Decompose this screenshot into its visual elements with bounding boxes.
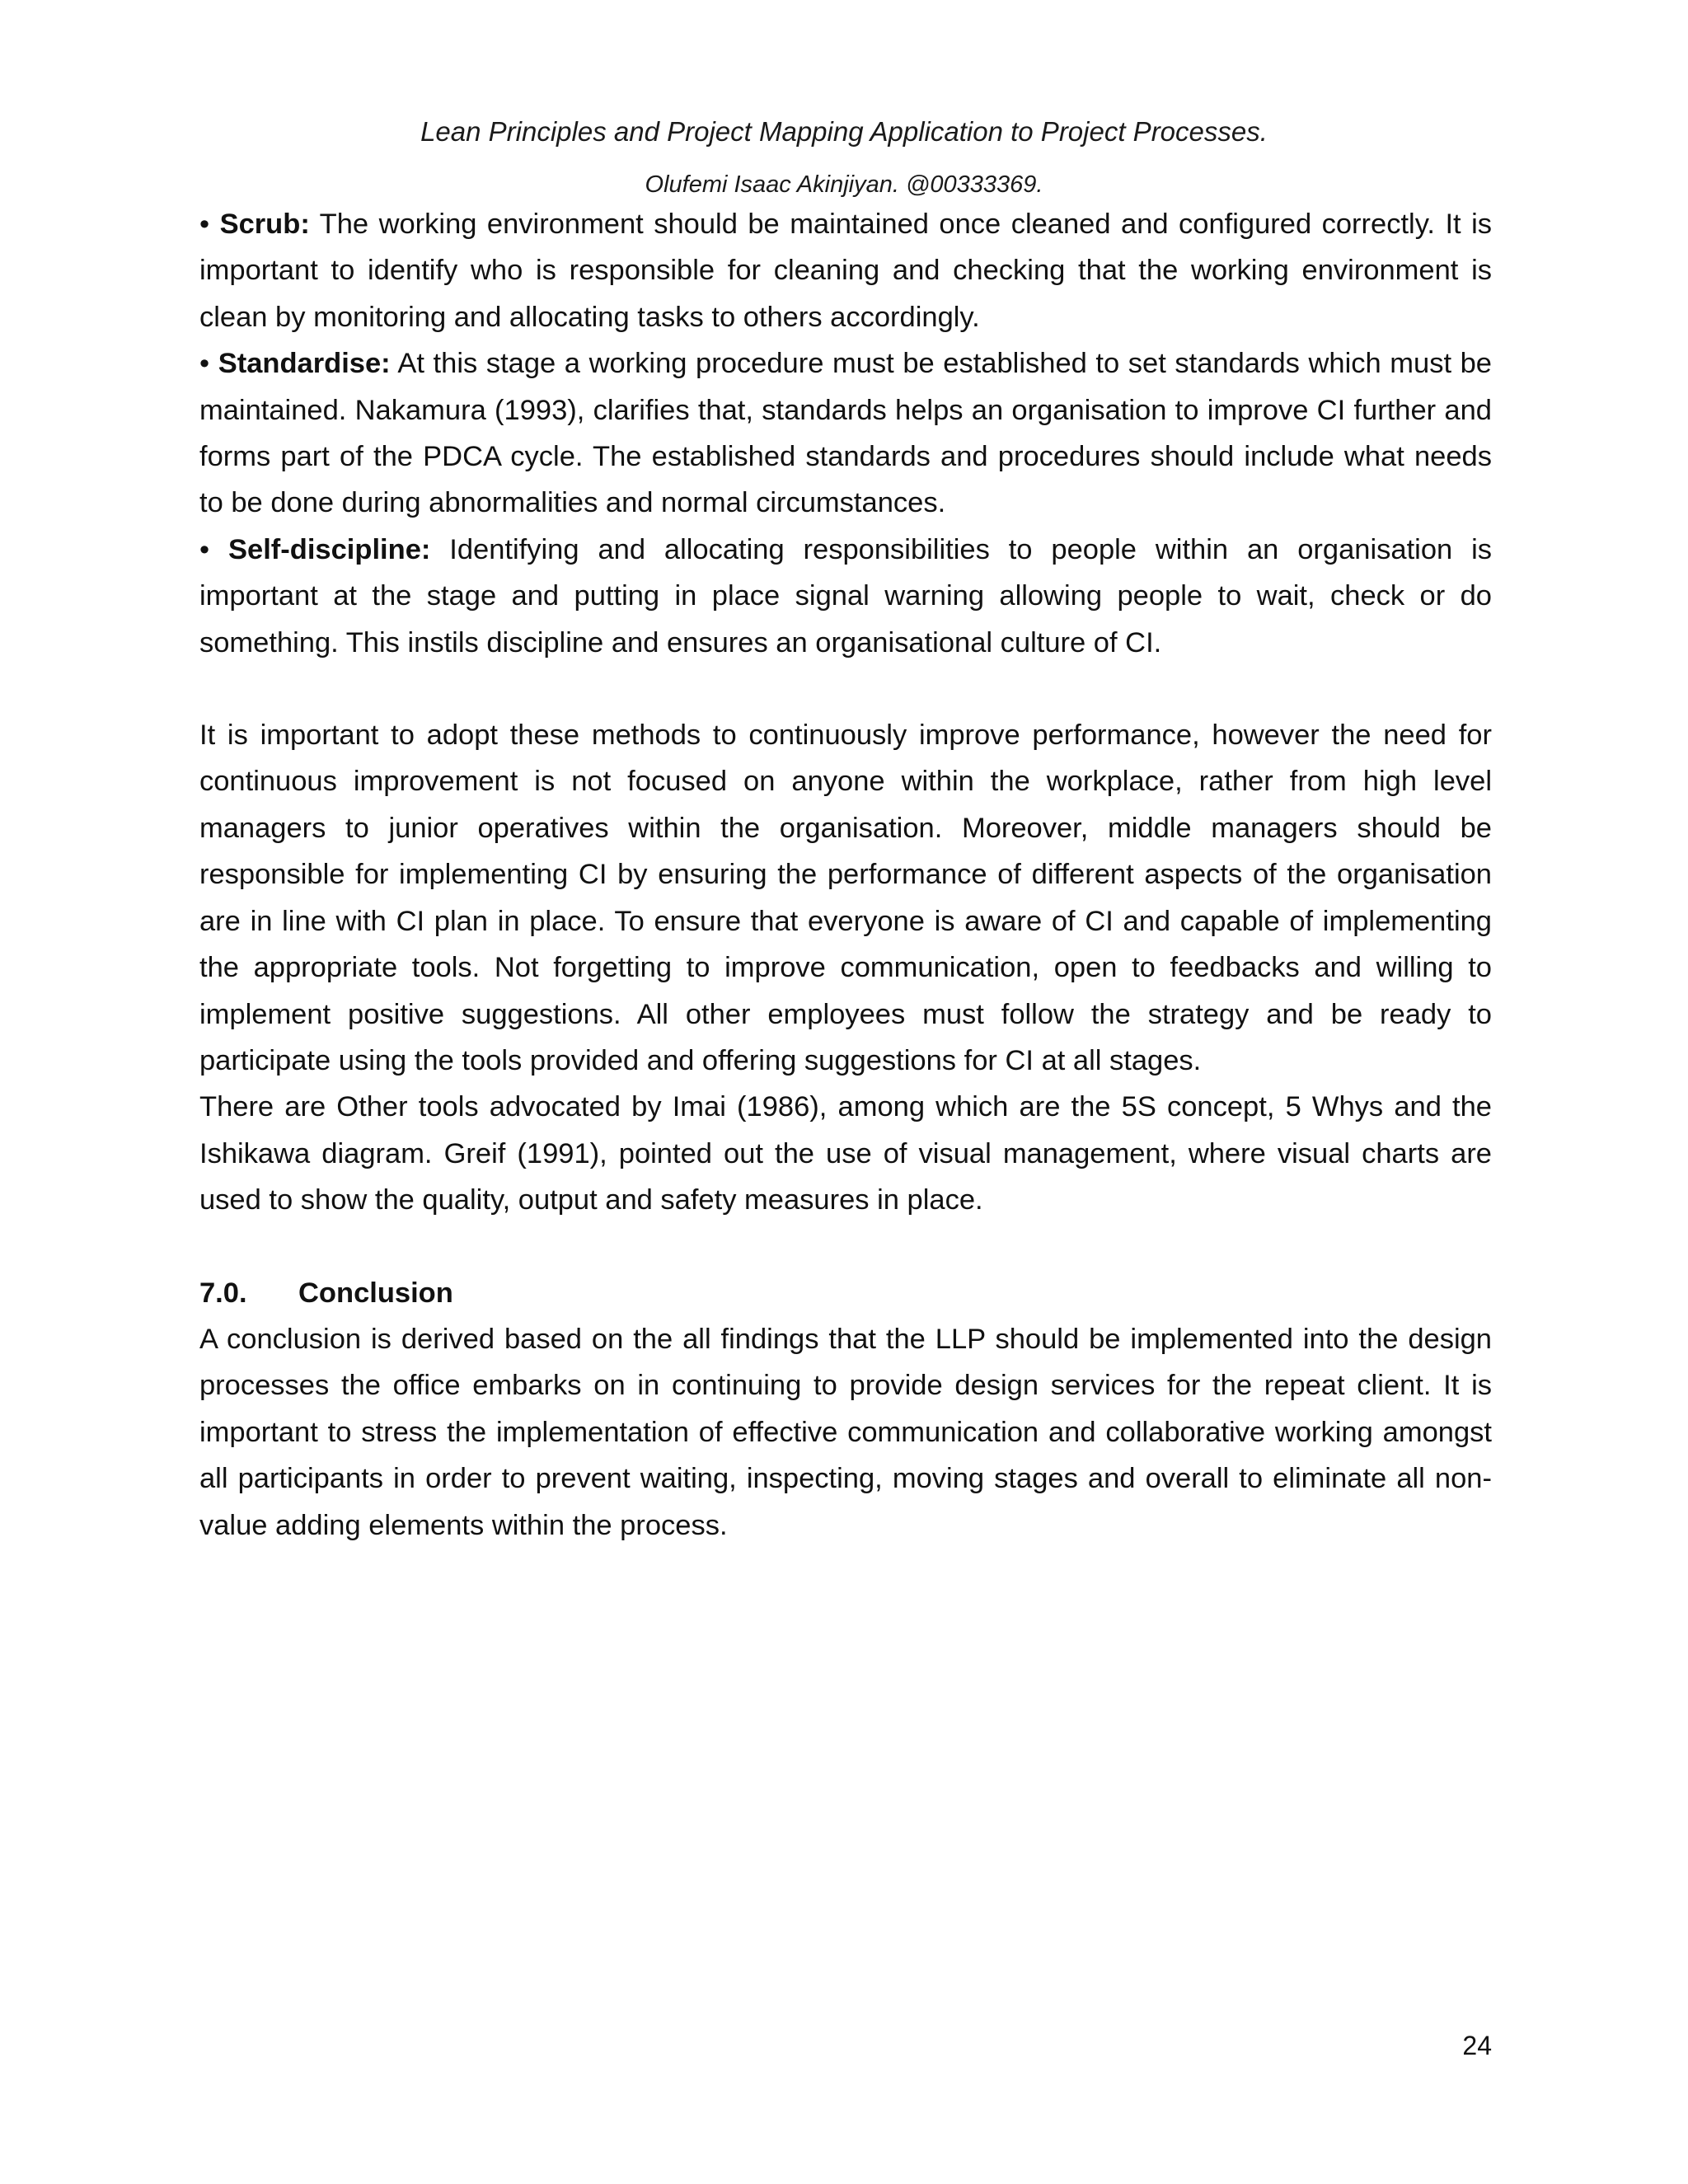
bullet-marker: • — [199, 348, 210, 380]
section-heading — [199, 1270, 1492, 1316]
bullet-term: Standardise: — [218, 348, 391, 380]
bullet-scrub — [199, 201, 1492, 340]
running-header-author: Olufemi Isaac Akinjiyan. @00333369. — [645, 171, 1043, 198]
bullet-term: Scrub: — [219, 209, 310, 240]
bullet-text: At this stage a working procedure must be established to set standards which must be maintained. Nakamura (1993), clarifies that, standards helps an organisation to improve CI further and forms part of the PDCA cycle. The established standards and procedures should include what needs to be done during abnormalities and normal circumstances. — [199, 348, 1492, 519]
bullet-marker: • — [199, 209, 210, 240]
running-header-title: Lean Principles and Project Mapping Application to Project Processes. — [420, 116, 1268, 147]
body-paragraph: It is important to adopt these methods to continuously improve performance, however the need for continuous improvement is not focused on anyone within the workplace, rather from high level managers to junior operatives within the organisation. Moreover, middle managers should be responsible for implementing CI by ensuring the performance of different aspects of the organisation are in line with CI plan in place. To ensure that everyone is aware of CI and capable of implementing the appropriate tools. Not forgetting to improve communication, open to feedbacks and willing to implement positive suggestions. All other employees must follow the strategy and be ready to participate using the tools provided and offering suggestions for CI at all stages. — [199, 719, 1492, 1076]
bullet-term: Self-discipline: — [228, 533, 431, 565]
bullet-text: Identifying and allocating responsibilities to people within an organisation is important at the stage and putting in place signal warning allowing people to wait, check or do something. This instils discipline and ensures an organisational culture of CI. — [199, 533, 1493, 658]
bullet-marker: • — [199, 533, 210, 565]
page-body — [199, 201, 1492, 1549]
section-title: Conclusion — [298, 1277, 453, 1309]
page-number: 24 — [1462, 2031, 1492, 2060]
body-paragraph: There are Other tools advocated by Imai (1986), among which are the 5S concept, 5 Whys and the Ishikawa diagram. Greif (1991), pointed out the use of visual management, where visual charts are used to show the quality, output and safety measures in place. — [199, 1091, 1492, 1216]
paragraph-spacer — [199, 1224, 1492, 1270]
bullet-self-discipline — [199, 527, 1492, 666]
section-number: 7.0. — [199, 1277, 247, 1309]
bullet-text: The working environment should be maintained once cleaned and configured correctly. It is important to identify who is responsible for cleaning and checking that the working environment is clean by monitoring and allocating tasks to others accordingly. — [199, 209, 1492, 333]
paragraph-spacer — [199, 666, 1492, 712]
conclusion-paragraph: A conclusion is derived based on the all findings that the LLP should be implemented into the design processes the office embarks on in continuing to provide design services for the repeat client. It is important to stress the implementation of effective communication and collaborative working amongst all participants in order to prevent waiting, inspecting, moving stages and overall to eliminate all non-value adding elements within the process. — [199, 1323, 1492, 1541]
bullet-standardise — [199, 340, 1492, 527]
